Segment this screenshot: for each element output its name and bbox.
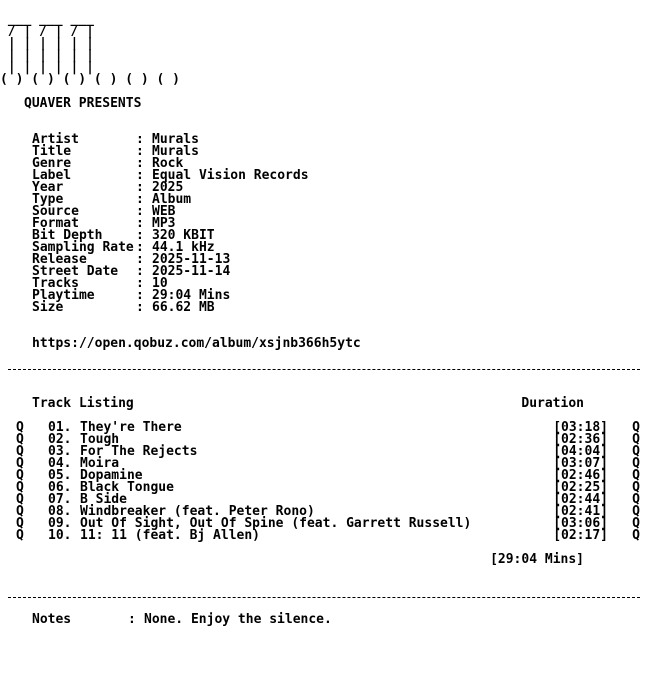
info-colon: :	[136, 300, 144, 315]
info-colon: :	[136, 252, 144, 267]
tracklist-header	[0, 398, 648, 410]
info-key: Size	[32, 300, 64, 315]
info-colon: :	[136, 216, 144, 231]
track-title: Black Tongue	[80, 480, 174, 495]
track-title: Windbreaker (feat. Peter Rono)	[80, 504, 315, 519]
track-duration: [04:04]	[553, 444, 608, 459]
duration-heading: Duration	[521, 396, 584, 411]
track-marker-right: Q	[632, 432, 640, 447]
track-duration: [02:46]	[553, 468, 608, 483]
track-marker-left: Q	[16, 444, 24, 459]
info-row	[0, 146, 648, 158]
info-key: Street Date	[32, 264, 119, 279]
track-title: Tough	[80, 432, 120, 447]
info-colon: :	[136, 240, 144, 255]
info-colon: :	[136, 180, 144, 195]
info-row	[0, 134, 648, 146]
info-row	[0, 158, 648, 170]
info-colon: :	[136, 288, 144, 303]
notes-key: Notes	[32, 612, 72, 627]
track-duration: [02:17]	[553, 528, 608, 543]
track-marker-right: Q	[632, 528, 640, 543]
track-duration: [03:18]	[553, 420, 608, 435]
info-colon: :	[136, 132, 144, 147]
info-colon: :	[136, 204, 144, 219]
track-marker-right: Q	[632, 516, 640, 531]
track-number: 08.	[48, 504, 72, 519]
release-info-block	[0, 134, 648, 314]
track-number: 06.	[48, 480, 72, 495]
info-value: 2025-11-14	[152, 264, 231, 279]
track-duration: [03:07]	[553, 456, 608, 471]
track-marker-left: Q	[16, 528, 24, 543]
dashed-separator	[0, 362, 648, 374]
notes-value: None. Enjoy the silence.	[144, 612, 332, 627]
info-colon: :	[136, 156, 144, 171]
track-marker-right: Q	[632, 456, 640, 471]
track-number: 07.	[48, 492, 72, 507]
info-row	[0, 266, 648, 278]
info-colon: :	[136, 192, 144, 207]
info-colon: :	[136, 276, 144, 291]
track-title: B Side	[80, 492, 127, 507]
track-listing-heading: Track Listing	[32, 396, 134, 411]
info-row	[0, 302, 648, 314]
info-key: Label	[32, 168, 72, 183]
info-value: Murals	[152, 132, 199, 147]
track-number: 02.	[48, 432, 72, 447]
info-row	[0, 290, 648, 302]
track-marker-right: Q	[632, 480, 640, 495]
info-value: 2025	[152, 180, 184, 195]
track-title: For The Rejects	[80, 444, 198, 459]
info-value: Equal Vision Records	[152, 168, 309, 183]
track-marker-left: Q	[16, 516, 24, 531]
info-colon: :	[136, 264, 144, 279]
track-list	[0, 422, 648, 542]
info-colon: :	[136, 228, 144, 243]
info-row	[0, 194, 648, 206]
ascii-logo-art: ___ ___ ___ / | / | / | | | | | | | | | | | | | | | | | | | ( ) ( ) ( ) ( ) ( ) ( )	[0, 12, 181, 87]
track-title: Out Of Sight, Out Of Spine (feat. Garrett Russell)	[80, 516, 472, 531]
info-colon: :	[136, 168, 144, 183]
info-key: Artist	[32, 132, 79, 147]
info-row	[0, 278, 648, 290]
info-value: Album	[152, 192, 192, 207]
track-title: Moira	[80, 456, 120, 471]
track-marker-right: Q	[632, 492, 640, 507]
track-number: 01.	[48, 420, 72, 435]
info-row	[0, 206, 648, 218]
info-key: Format	[32, 216, 79, 231]
track-marker-right: Q	[632, 420, 640, 435]
info-value: Murals	[152, 144, 199, 159]
info-key: Source	[32, 204, 79, 219]
track-marker-left: Q	[16, 432, 24, 447]
track-duration: [02:44]	[553, 492, 608, 507]
track-duration: [02:36]	[553, 432, 608, 447]
presents-line	[0, 86, 648, 111]
info-value: 320 KBIT	[152, 228, 215, 243]
track-marker-left: Q	[16, 504, 24, 519]
track-marker-right: Q	[632, 504, 640, 519]
track-marker-left: Q	[16, 420, 24, 435]
notes-colon: :	[128, 612, 136, 627]
track-title: Dopamine	[80, 468, 143, 483]
track-duration: [02:41]	[553, 504, 608, 519]
track-marker-right: Q	[632, 468, 640, 483]
info-value: 29:04 Mins	[152, 288, 231, 303]
info-key: Tracks	[32, 276, 79, 291]
track-marker-left: Q	[16, 456, 24, 471]
track-duration: [03:06]	[553, 516, 608, 531]
info-key: Title	[32, 144, 72, 159]
info-value: 66.62 MB	[152, 300, 215, 315]
info-value: MP3	[152, 216, 176, 231]
url-line	[0, 326, 648, 351]
nfo-document	[0, 14, 648, 626]
track-marker-left: Q	[16, 468, 24, 483]
info-value: WEB	[152, 204, 176, 219]
track-number: 05.	[48, 468, 72, 483]
presents-text: QUAVER PRESENTS	[24, 96, 142, 111]
total-playtime-line	[0, 554, 648, 566]
info-row	[0, 170, 648, 182]
notes-line	[0, 614, 648, 626]
total-playtime: [29:04 Mins]	[490, 552, 584, 567]
album-url-link[interactable]: https://open.qobuz.com/album/xsjnb366h5ytc	[32, 336, 361, 351]
info-key: Type	[32, 192, 64, 207]
info-colon: :	[136, 144, 144, 159]
info-key: Genre	[32, 156, 72, 171]
info-key: Playtime	[32, 288, 95, 303]
track-duration: [02:25]	[553, 480, 608, 495]
track-number: 04.	[48, 456, 72, 471]
track-number: 03.	[48, 444, 72, 459]
track-row	[0, 530, 648, 542]
track-title: They're There	[80, 420, 182, 435]
track-title: 11: 11 (feat. Bj Allen)	[80, 528, 261, 543]
info-row	[0, 242, 648, 254]
info-value: 44.1 kHz	[152, 240, 215, 255]
info-key: Sampling Rate	[32, 240, 134, 255]
track-marker-right: Q	[632, 444, 640, 459]
track-marker-left: Q	[16, 492, 24, 507]
track-number: 09.	[48, 516, 72, 531]
info-value: Rock	[152, 156, 184, 171]
track-number: 10.	[48, 528, 72, 543]
info-key: Release	[32, 252, 87, 267]
info-key: Year	[32, 180, 64, 195]
info-row	[0, 182, 648, 194]
info-value: 10	[152, 276, 168, 291]
dashed-separator	[0, 590, 648, 602]
info-key: Bit Depth	[32, 228, 103, 243]
info-value: 2025-11-13	[152, 252, 231, 267]
track-marker-left: Q	[16, 480, 24, 495]
